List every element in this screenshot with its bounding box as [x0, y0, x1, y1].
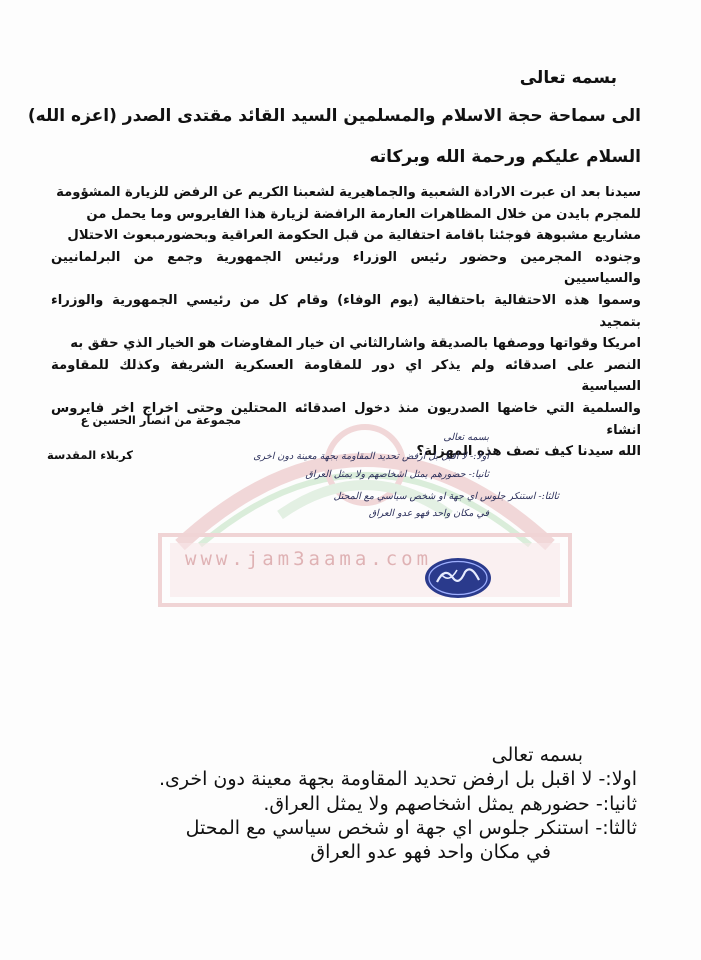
watermark-url: www.jam3aama.com — [185, 548, 433, 570]
body-line: مشاريع مشبوهة فوجئنا باقامة احتفالية من قبل الحكومة العراقية وبحضورمبعوث الاحتلال — [67, 228, 641, 244]
body-line: سيدنا بعد ان عبرت الارادة الشعبية والجماهيرية لشعبنا الكريم عن الرفض للزيارة المشؤومة — [56, 185, 641, 200]
letter-addressee: الى سماحة حجة الاسلام والمسلمين السيد القائد مقتدى الصدر (اعزه الله) — [27, 106, 641, 126]
reply-title: بسمه تعالى — [491, 744, 583, 766]
reply-line-2: ثانيا:- حضورهم يمثل اشخاصهم ولا يمثل العراق. — [263, 793, 637, 815]
letter-sender: مجموعة من انصار الحسين ع — [80, 413, 241, 427]
body-line: النصر على اصدقائه ولم يذكر اي دور للمقاومة العسكرية الشريفة وكذلك للمقاومة السياسية — [51, 357, 641, 395]
body-line: للمجرم بايدن من خلال المظاهرات العارمة الرافضة لزيارة هذا الفايروس وما يحمل من — [86, 206, 641, 222]
reply-line-4: في مكان واحد فهو عدو العراق — [310, 841, 551, 863]
handwritten-line: ثانيا:- حضورهم يمثل اشخاصهم ولا يمثل العراق — [305, 469, 489, 480]
body-line: وسموا هذه الاحتفالية باحتفالية (يوم الوفاء) وقام كل من رئيسي الجمهورية والوزراء بتمجيد — [51, 292, 641, 330]
body-line: امريكا وقواتها ووصفها بالصديقة واشارالثاني ان خيار المفاوضات هو الخيار الذي حقق به — [70, 336, 641, 352]
handwritten-line: ثالثا:- استنكر جلوس اي جهة او شخص سياسي مع المحتل — [333, 491, 559, 502]
handwritten-line: اولا:- لا اقبل بل ارفض تحديد المقاومة بجهة معينة دون اخرى — [253, 451, 489, 462]
seal-stamp-icon — [423, 556, 493, 600]
body-line: والسلمية التي خاضها الصدريون منذ دخول اصدقائه المحتلين وحتى اخراج اخر فايروس انشاء — [51, 400, 641, 438]
letter-basmala: بسمه تعالى — [519, 68, 617, 88]
body-line: الله سيدنا كيف تصف هذه المهزلة؟ — [416, 444, 641, 460]
reply-line-1: اولا:- لا اقبل بل ارفض تحديد المقاومة بجهة معينة دون اخرى. — [158, 768, 637, 790]
handwritten-line: في مكان واحد فهو عدو العراق — [368, 508, 489, 519]
body-line: وجنوده المجرمين وحضور رئيس الوزراء ورئيس الجمهورية وجمع من البرلمانيين والسياسيين — [51, 249, 641, 287]
handwritten-line: بسمه تعالى — [443, 432, 489, 443]
reply-line-3: ثالثا:- استنكر جلوس اي جهة او شخص سياسي مع المحتل — [185, 817, 637, 839]
letter-city: كربلاء المقدسة — [47, 448, 133, 462]
letter-greeting: السلام عليكم ورحمة الله وبركاته — [369, 147, 641, 167]
